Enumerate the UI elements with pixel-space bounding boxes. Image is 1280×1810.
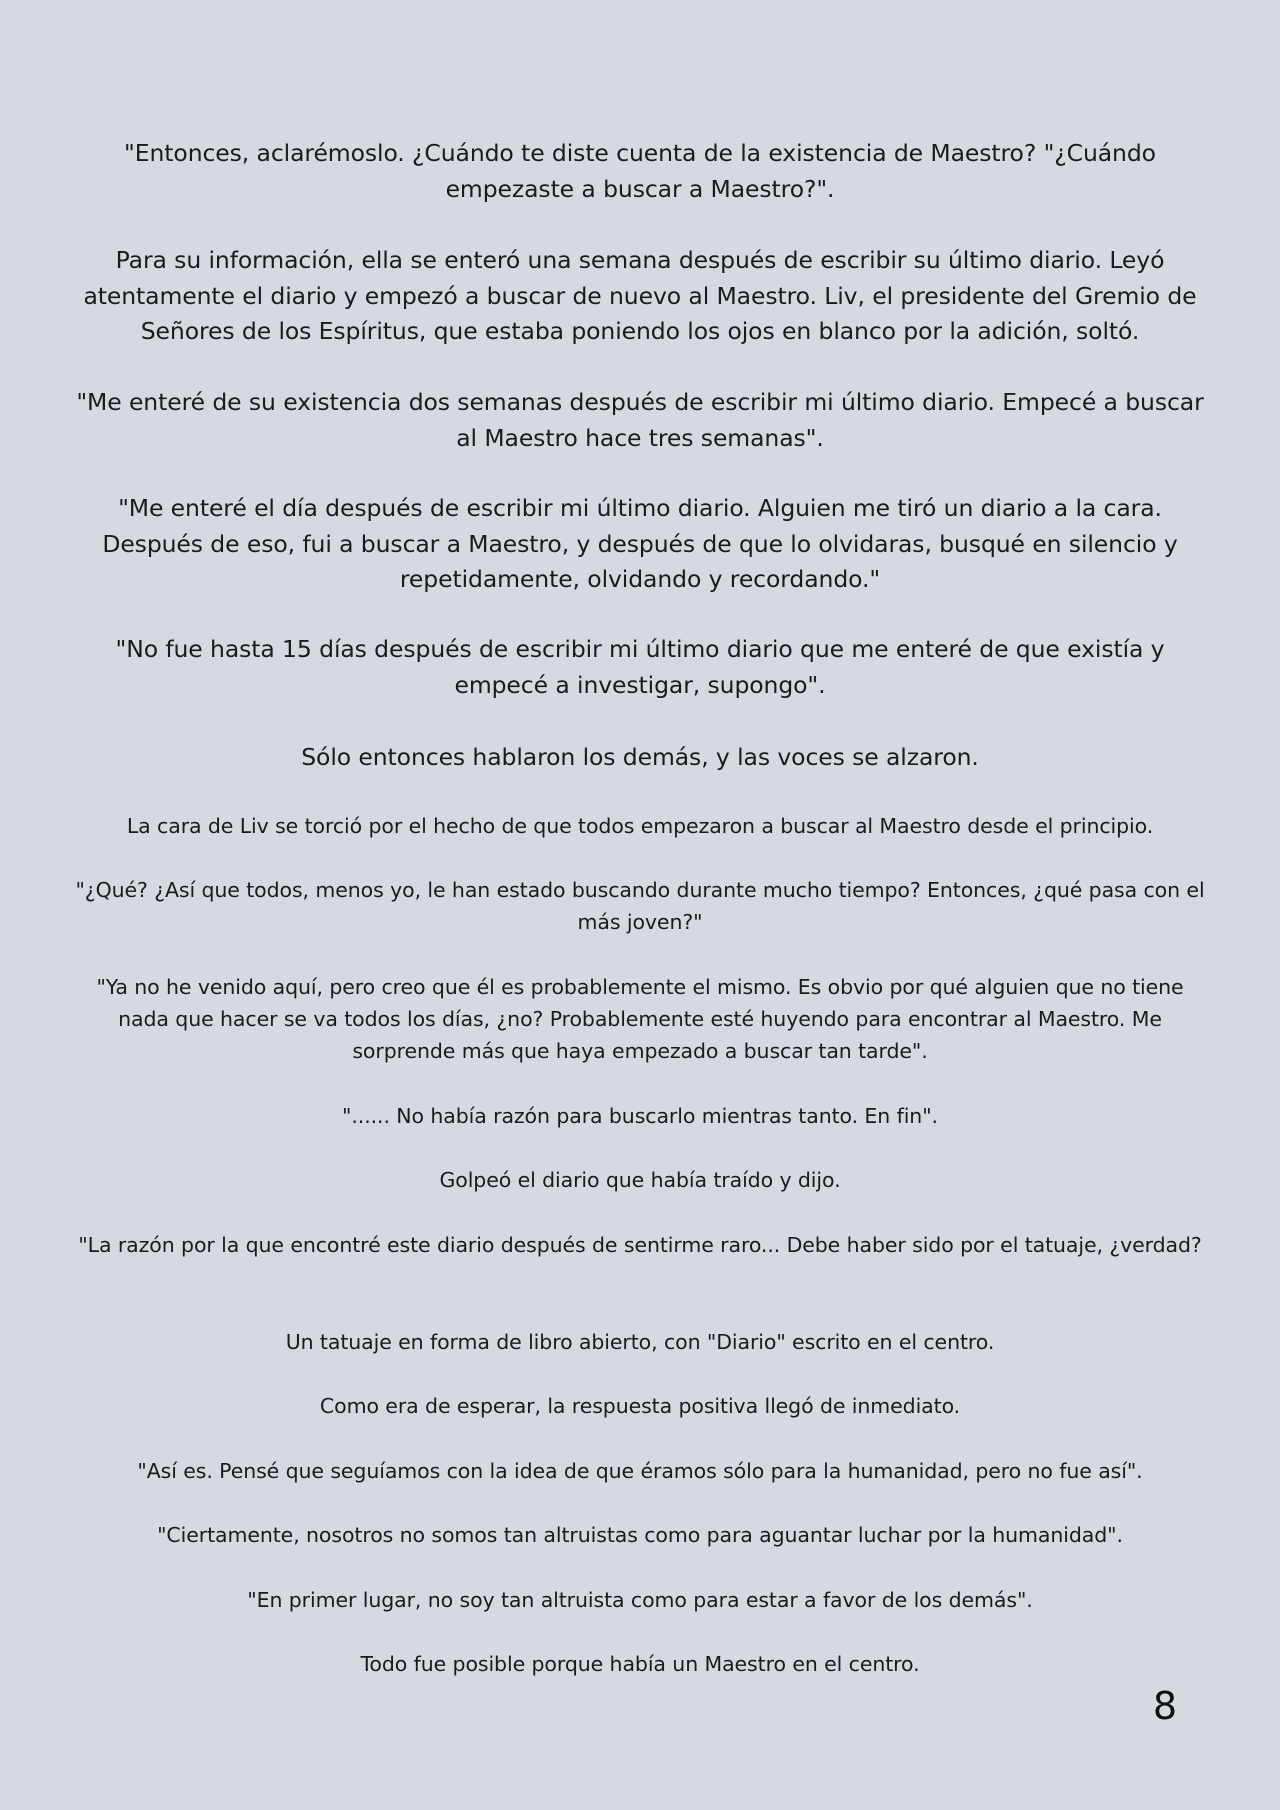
paragraph-6: Sólo entonces hablaron los demás, y las voces se alzaron. [301, 743, 979, 771]
paragraph-8: "¿Qué? ¿Así que todos, menos yo, le han estado buscando durante mucho tiempo? Entonces, ¿qué pasa con el más joven?" [75, 878, 1205, 934]
paragraph-1: "Entonces, aclarémoslo. ¿Cuándo te diste cuenta de la existencia de Maestro? "¿Cuándo empezaste a buscar a Maestro?". [124, 139, 1156, 203]
paragraph-5: "No fue hasta 15 días después de escribir mi último diario que me enteré de que existía y empecé a investigar, supongo". [115, 635, 1165, 699]
paragraph-13: Un tatuaje en forma de libro abierto, con "Diario" escrito en el centro. [285, 1330, 995, 1354]
paragraph-15: "Así es. Pensé que seguíamos con la idea de que éramos sólo para la humanidad, pero no fue así". [137, 1459, 1143, 1483]
paragraph-9: "Ya no he venido aquí, pero creo que él es probablemente el mismo. Es obvio por qué alguien que no tiene nada que hacer se va todos los días, ¿no? Probablemente esté huyendo para encontrar al Maestro. Me sorprende más que haya empezado a buscar tan tarde". [96, 975, 1184, 1063]
paragraph-4: "Me enteré el día después de escribir mi último diario. Alguien me tiró un diario a la cara. Después de eso, fui a buscar a Maestro, y después de que lo olvidaras, busqué en silencio y repetidamente, olvidando y recordando." [102, 494, 1178, 593]
paragraph-12: "La razón por la que encontré este diario después de sentirme raro... Debe haber sido por el tatuaje, ¿verdad? [78, 1233, 1202, 1257]
paragraph-18: Todo fue posible porque había un Maestro en el centro. [360, 1652, 920, 1676]
page-number: 8 [1152, 1684, 1178, 1728]
paragraph-17: "En primer lugar, no soy tan altruista como para estar a favor de los demás". [247, 1588, 1033, 1612]
paragraph-7: La cara de Liv se torció por el hecho de que todos empezaron a buscar al Maestro desde el principio. [126, 814, 1154, 838]
paragraph-3: "Me enteré de su existencia dos semanas después de escribir mi último diario. Empecé a buscar al Maestro hace tres semanas". [76, 388, 1204, 452]
paragraph-14: Como era de esperar, la respuesta positiva llegó de inmediato. [319, 1394, 961, 1418]
paragraph-16: "Ciertamente, nosotros no somos tan altruistas como para aguantar luchar por la humanidad". [157, 1523, 1123, 1547]
paragraph-10: "...... No había razón para buscarlo mientras tanto. En fin". [342, 1104, 938, 1128]
paragraph-11: Golpeó el diario que había traído y dijo. [439, 1168, 841, 1192]
paragraph-2: Para su información, ella se enteró una semana después de escribir su último diario. Leyó atentamente el diario y empezó a buscar de nuevo al Maestro. Liv, el presidente del Gremio de Señores de los Espíritus, que estaba poniendo los ojos en blanco por la adición, soltó. [83, 246, 1197, 345]
